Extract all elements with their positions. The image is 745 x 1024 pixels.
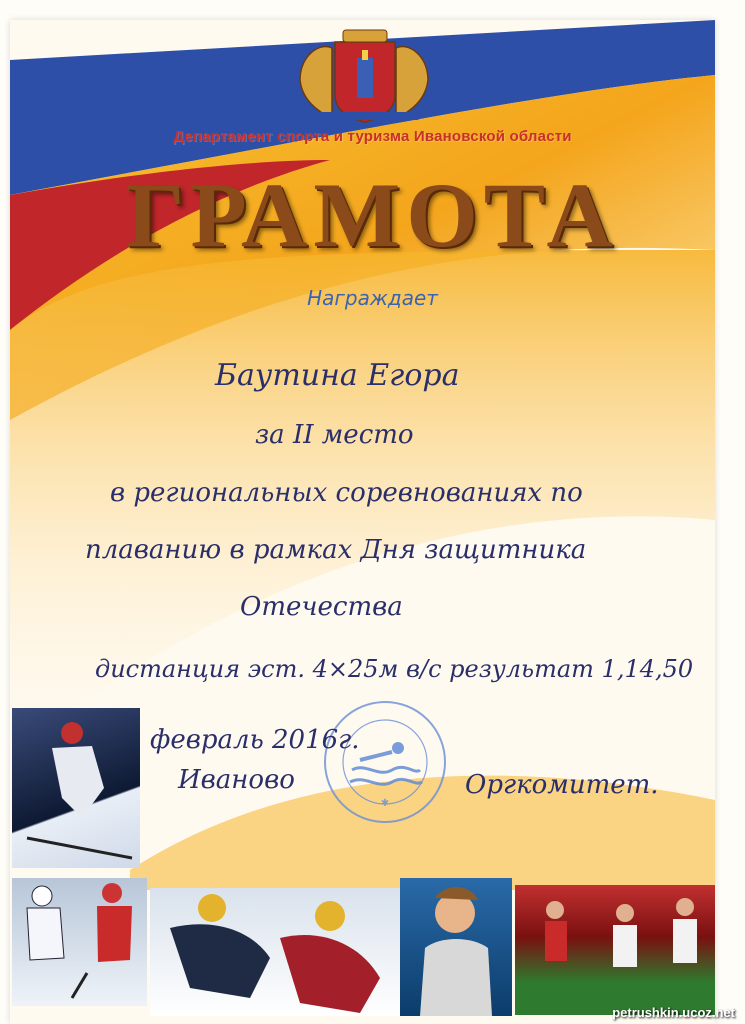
recipient-name: Баутина Егора [215, 358, 460, 393]
department-name: Департамент спорта и туризма Ивановской области [173, 128, 572, 145]
date-text: февраль 2016г. [150, 725, 360, 755]
event-line-2: плаванию в рамках Дня защитника [85, 535, 587, 565]
signature-text: Оргкомитет. [465, 770, 659, 800]
distance-result: дистанция эст. 4×25м в/с результат 1,14,50 [95, 655, 694, 683]
city-text: Иваново [178, 765, 295, 795]
certificate-title: ГРАМОТА [125, 164, 619, 266]
skier-photo [12, 708, 140, 868]
event-line-3: Отечества [240, 592, 403, 622]
event-line-1: в региональных соревнованиях по [110, 478, 583, 508]
watermark: petrushkin.ucoz.net [612, 1005, 735, 1020]
hockey-photo [12, 878, 147, 1006]
awards-label: Награждает [307, 286, 438, 310]
football-photo [515, 885, 715, 1015]
svg-text:✱: ✱ [380, 798, 390, 809]
swimmer-photo [400, 878, 512, 1016]
organization-stamp [325, 702, 445, 822]
speed-skating-photo [150, 888, 400, 1016]
place-text: за II место [255, 420, 414, 450]
